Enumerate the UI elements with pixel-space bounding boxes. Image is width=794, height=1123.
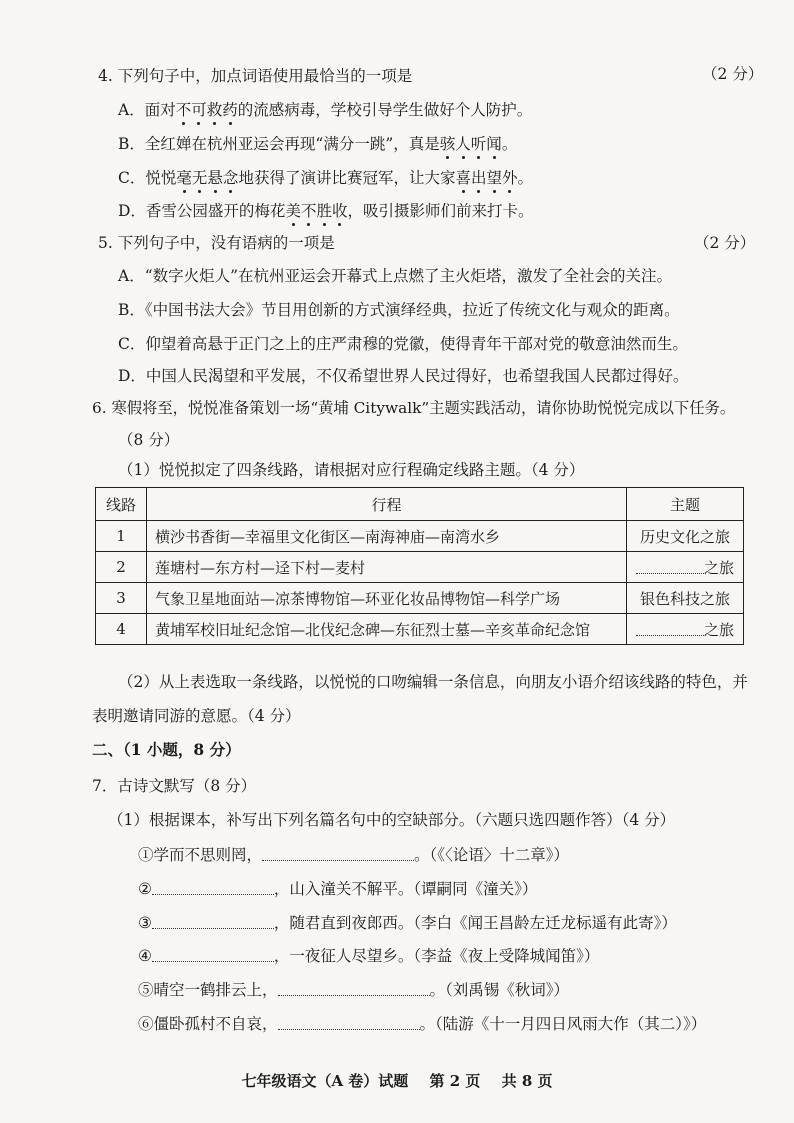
q4-score: （2 分）: [702, 65, 764, 83]
dotted-word: 骇人听闻: [439, 135, 502, 153]
route-topic-suffix: 之旅: [703, 558, 734, 577]
header-topic: 主题: [627, 488, 744, 521]
q5-score: （2 分）: [694, 234, 756, 252]
q5-option-c: C．仰望着高悬于正门之上的庄严肃穆的党徽，使得青年干部对党的敬意油然而生。: [118, 335, 688, 353]
route-topic-suffix: 之旅: [703, 620, 734, 639]
footer-page: 第 2 页: [429, 1072, 481, 1090]
q5-option-d: D．中国人民渴望和平发展，不仅希望世界人民过得好，也希望我国人民都过得好。: [118, 367, 689, 385]
route-topic: 历史文化之旅: [627, 521, 744, 552]
answer-blank[interactable]: [152, 947, 274, 962]
q4-option-c: C．悦悦毫无悬念地获得了演讲比赛冠军，让大家喜出望外。: [118, 169, 534, 187]
dotted-word: 美不胜收: [285, 202, 348, 220]
header-route-no: 线路: [96, 488, 147, 521]
q7-item-3: ③ ，随君直到夜郎西。（李白《闻王昌龄左迁龙标遥有此寄》）: [138, 914, 677, 932]
q5-option-b: B．《中国书法大会》节目用创新的方式演绎经典，拉近了传统文化与观众的距离。: [118, 301, 680, 319]
table-row: [96, 521, 744, 552]
q6-sub1: （1）悦悦拟定了四条线路，请根据对应行程确定线路主题。（4 分）: [118, 461, 585, 479]
q7-item-2: ② ，山入潼关不解平。（谭嗣同《潼关》）: [138, 880, 538, 898]
page-footer: [0, 1070, 794, 1091]
q5-option-a: A．“数字火炬人”在杭州亚运会开幕式上点燃了主火炬塔，激发了全社会的关注。: [118, 267, 673, 285]
q7-item-4: ④ ，一夜征人尽望乡。（李益《夜上受降城闻笛》）: [138, 947, 600, 965]
q7-item-5: ⑤晴空一鹤排云上， 。（刘禹锡《秋词》）: [138, 981, 570, 999]
topic-answer-blank[interactable]: [636, 621, 704, 636]
q7-stem: 7．古诗文默写（8 分）: [92, 777, 257, 795]
q7-sub1: （1）根据课本，补写出下列名篇名句中的空缺部分。（六题只选四题作答）（4 分）: [108, 811, 676, 829]
answer-blank[interactable]: [152, 880, 274, 895]
dotted-word: 不可救药: [175, 101, 238, 119]
dotted-word: 喜出望外: [455, 169, 518, 187]
route-itinerary: 莲塘村—东方村—迳下村—麦村: [147, 552, 627, 583]
q5-stem: 5. 下列句子中，没有语病的一项是: [98, 234, 335, 252]
q7-item-6: ⑥僵卧孤村不自哀， 。（陆游《十一月四日风雨大作（其二）》）: [138, 1015, 707, 1033]
header-itinerary: 行程: [147, 488, 627, 521]
route-topic-cell[interactable]: [627, 552, 744, 583]
route-no: 3: [96, 583, 147, 614]
answer-blank[interactable]: [278, 981, 430, 996]
route-itinerary: 气象卫星地面站—凉茶博物馆—环亚化妆品博物馆—科学广场: [147, 583, 627, 614]
route-topic: 银色科技之旅: [627, 583, 744, 614]
answer-blank[interactable]: [278, 1015, 420, 1030]
footer-total: 共 8 页: [501, 1072, 553, 1090]
q4-stem: 4. 下列句子中，加点词语使用最恰当的一项是: [98, 67, 413, 85]
footer-title: 七年级语文（A 卷）试题: [241, 1072, 409, 1090]
q4-option-d: D．香雪公园盛开的梅花美不胜收，吸引摄影师们前来打卡。: [118, 202, 534, 220]
q6-score: （8 分）: [118, 431, 180, 449]
dotted-word: 毫无悬念: [176, 169, 239, 187]
q7-item-1: ①学而不思则罔， 。（《〈论语〉十二章》）: [138, 846, 570, 864]
route-no: 1: [96, 521, 147, 552]
answer-blank[interactable]: [152, 914, 274, 929]
section-heading: 二、（1 小题，8 分）: [92, 740, 241, 759]
answer-blank[interactable]: [262, 846, 414, 861]
route-itinerary: 黄埔军校旧址纪念馆—北伐纪念碑—东征烈士墓—辛亥革命纪念馆: [147, 614, 627, 645]
route-no: 4: [96, 614, 147, 645]
q6-stem: 6. 寒假将至，悦悦准备策划一场“黄埔 Citywalk”主题实践活动，请你协助悦悦完成以下任务。: [92, 399, 736, 417]
q6-sub2-line1: （2）从上表选取一条线路，以悦悦的口吻编辑一条信息，向朋友小语介绍该线路的特色，并: [118, 673, 748, 691]
q4-option-b: B．全红婵在杭州亚运会再现“满分一跳”，真是骇人听闻。: [118, 135, 518, 153]
table-header-row: [96, 488, 744, 521]
route-no: 2: [96, 552, 147, 583]
q4-option-a: A．面对不可救药的流感病毒，学校引导学生做好个人防护。: [118, 101, 533, 119]
topic-answer-blank[interactable]: [636, 559, 704, 574]
table-row: [96, 552, 744, 583]
route-itinerary: 横沙书香街—幸福里文化街区—南海神庙—南湾水乡: [147, 521, 627, 552]
route-table: [95, 487, 744, 645]
q6-sub2-line2: 表明邀请同游的意愿。（4 分）: [92, 707, 301, 725]
table-row: [96, 583, 744, 614]
table-row: [96, 614, 744, 645]
route-topic-cell[interactable]: [627, 614, 744, 645]
